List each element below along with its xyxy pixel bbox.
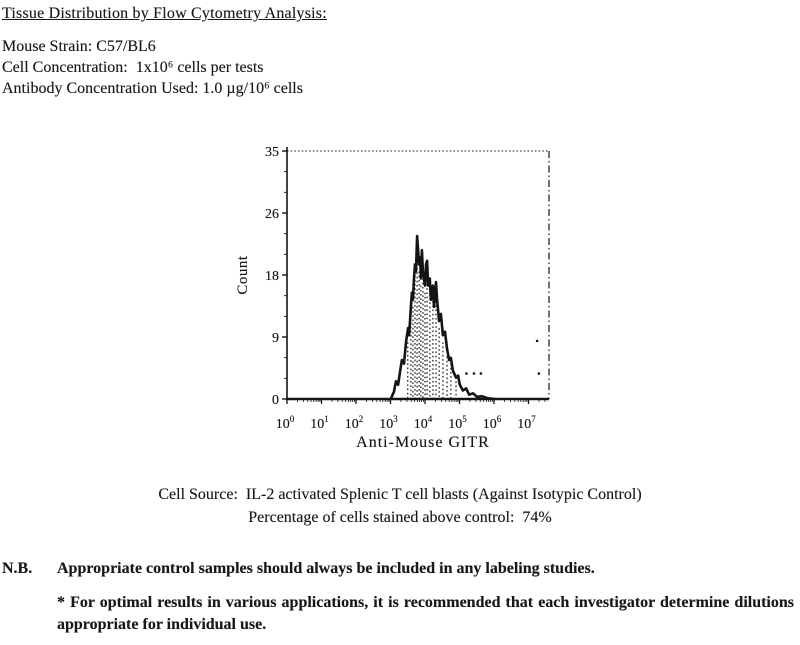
document-title: Tissue Distribution by Flow Cytometry Analysis: <box>2 5 327 22</box>
noise-dot <box>536 340 539 343</box>
x-tick-label: $10^1$ <box>310 414 329 432</box>
x-tick-label: $10^2$ <box>344 414 364 432</box>
histogram-curve <box>391 236 495 399</box>
y-tick-label: 9 <box>272 331 279 346</box>
y-tick-label: 18 <box>265 269 279 284</box>
y-axis-label: Count <box>235 255 251 295</box>
x-tick-label: $10^7$ <box>517 414 536 432</box>
x-tick-label: $10^3$ <box>379 414 398 432</box>
x-tick-label: $10^5$ <box>448 414 467 432</box>
y-tick-label: 0 <box>272 393 279 408</box>
nb-note-text: Appropriate control samples should always be included in any labeling studies. <box>57 560 595 577</box>
nb-label: N.B. <box>2 560 33 577</box>
x-tick-label: $10^0$ <box>275 414 295 432</box>
asterisk-note: * For optimal results in various applications, it is recommended that each investigator determine dilutions appropriate for individual use. <box>57 594 794 633</box>
y-tick-label: 35 <box>265 145 279 160</box>
y-tick-label: 26 <box>265 207 279 222</box>
x-tick-label: $10^4$ <box>413 414 433 432</box>
histogram-svg <box>232 140 568 460</box>
flow-cytometry-histogram <box>232 140 568 460</box>
cell-concentration-line: Cell Concentration: 1x10⁶ cells per tests <box>2 59 264 76</box>
antibody-concentration-line: Antibody Concentration Used: 1.0 µg/10⁶ cells <box>2 80 303 97</box>
percentage-line: Percentage of cells stained above control: 74% <box>248 509 552 526</box>
noise-dot <box>473 372 476 375</box>
noise-dot <box>480 372 483 375</box>
x-tick-label: $10^6$ <box>482 414 502 432</box>
chart-caption <box>0 483 800 529</box>
nb-note <box>2 560 796 578</box>
mouse-strain-line: Mouse Strain: C57/BL6 <box>2 38 156 55</box>
noise-dot <box>465 372 468 375</box>
sample-info-block <box>2 36 303 99</box>
cell-source-line: Cell Source: IL-2 activated Splenic T cell blasts (Against Isotypic Control) <box>158 486 642 503</box>
x-axis-label: Anti-Mouse GITR <box>356 434 490 451</box>
noise-dot <box>538 372 541 375</box>
